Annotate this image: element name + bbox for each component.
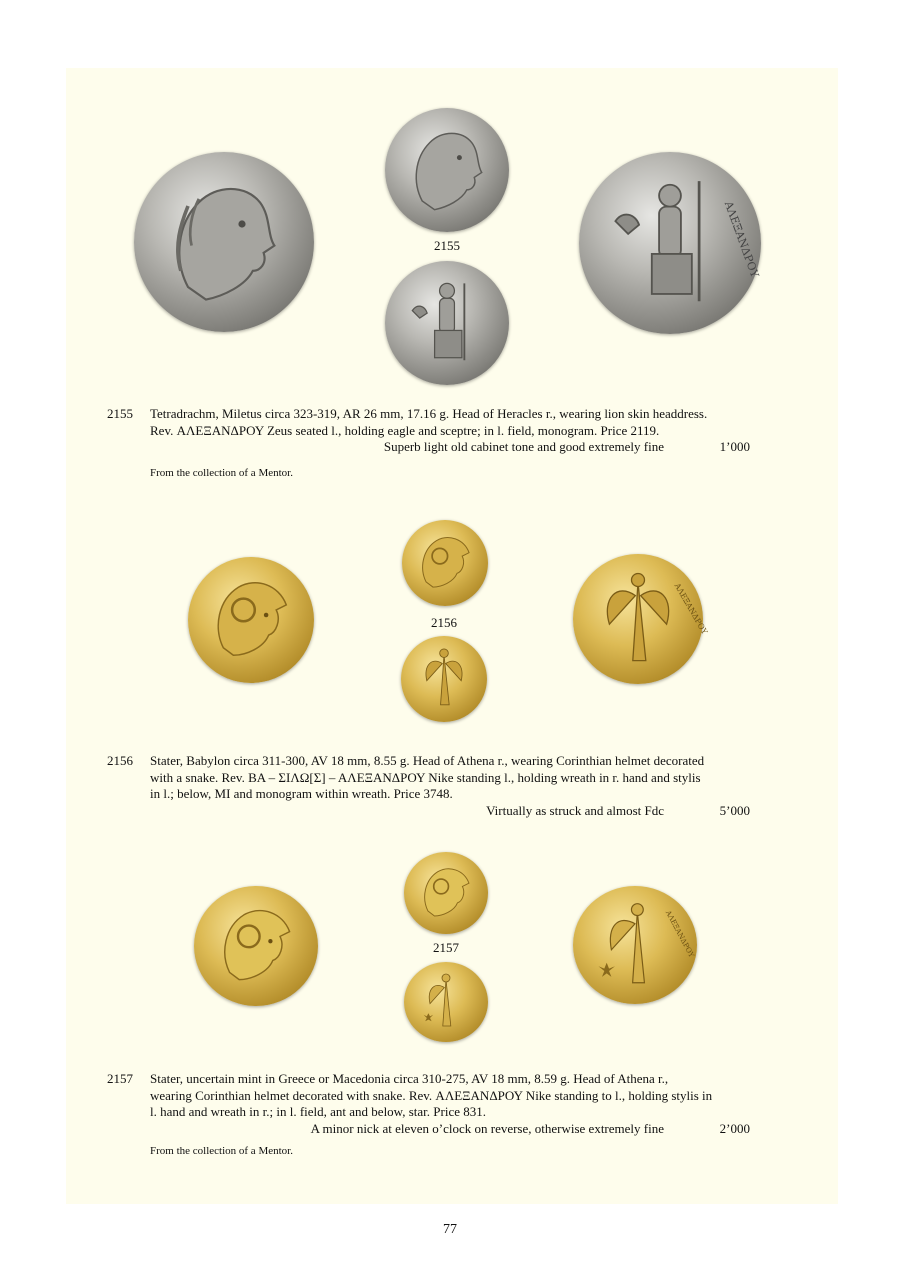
coin-2155-obverse-large	[134, 152, 314, 332]
coin-legend: ΑΛΕΞΑΝΔΡΟΥ	[672, 581, 710, 636]
athena-helmet-icon	[404, 852, 488, 934]
lot-description-line: in l.; below, MI and monogram within wreath. Price 3748.	[150, 786, 453, 801]
lot-number: 2155	[107, 406, 133, 421]
coin-2155-reverse-small	[385, 261, 509, 385]
lot-number: 2156	[107, 753, 133, 768]
athena-helmet-icon	[402, 520, 488, 606]
image-label-2156: 2156	[431, 615, 457, 630]
star-icon	[424, 1013, 434, 1021]
coin-2156-obverse-small	[402, 520, 488, 606]
image-label-2155: 2155	[434, 238, 460, 253]
lot-estimate: 5’000	[719, 802, 750, 818]
lot-provenance: From the collection of a Mentor.	[150, 1145, 293, 1157]
coin-2155-reverse-large	[579, 152, 761, 334]
nike-standing-icon	[401, 636, 487, 722]
athena-helmet-icon	[194, 886, 318, 1006]
nike-standing-icon	[573, 886, 697, 1004]
zeus-seated-icon	[579, 152, 761, 334]
zeus-seated-icon	[385, 261, 509, 385]
star-icon	[598, 963, 615, 977]
lot-description-line: Rev. ΑΛΕΞΑΝΔΡΟΥ Zeus seated l., holding eagle and sceptre; in l. field, monogram. Price 2119.	[150, 422, 660, 438]
lot-description-line: wearing Corinthian helmet decorated with snake. Rev. ΑΛΕΞΑΝΔΡΟΥ Nike standing to l., holding stylis in	[150, 1087, 713, 1103]
coin-2156-reverse-large	[573, 554, 710, 684]
page-number: 77	[443, 1222, 457, 1237]
lot-estimate: 2’000	[719, 1120, 750, 1136]
image-label-2157: 2157	[433, 940, 459, 955]
lot-description-line: Stater, uncertain mint in Greece or Macedonia circa 310-275, AV 18 mm, 8.59 g. Head of Athena r.,	[150, 1071, 669, 1086]
coin-2157-reverse-large	[573, 886, 697, 1004]
lot-description-line: Tetradrachm, Miletus circa 323-319, AR 26 mm, 17.16 g. Head of Heracles r., wearing lion skin headdress.	[150, 406, 708, 421]
athena-helmet-icon	[188, 557, 314, 683]
coin-2155-obverse-small	[385, 108, 509, 232]
coin-2156-reverse-small	[401, 636, 487, 722]
coin-2157-reverse-small	[404, 962, 488, 1042]
heracles-head-icon	[385, 108, 509, 232]
lot-grade: Virtually as struck and almost Fdc	[486, 802, 664, 818]
nike-standing-icon	[573, 554, 710, 684]
heracles-head-icon	[134, 152, 314, 332]
lot-description-line: Stater, Babylon circa 311-300, AV 18 mm, 8.55 g. Head of Athena r., wearing Corinthian helmet decorated	[150, 753, 705, 768]
coin-legend: ΑΛΕΞΑΝΔΡΟΥ	[663, 908, 697, 959]
coin-2156-obverse-large	[188, 557, 314, 683]
lot-number: 2157	[107, 1071, 133, 1086]
lot-entry-2157	[107, 1071, 750, 1137]
lot-provenance: From the collection of a Mentor.	[150, 467, 293, 479]
lot-estimate: 1’000	[719, 439, 750, 454]
lot-description-line: with a snake. Rev. ΒΑ – ΣΙΛΩ[Σ] – ΑΛΕΞΑΝΔΡΟΥ Nike standing l., holding wreath in r. hand and stylis	[150, 769, 701, 785]
lot-grade: Superb light old cabinet tone and good extremely fine	[383, 439, 664, 454]
lot-entry-2156	[107, 753, 750, 819]
coin-2157-obverse-small	[404, 852, 488, 934]
coin-legend: ΑΛΕΞΑΝΔΡΟΥ	[721, 199, 762, 280]
nike-standing-icon	[404, 962, 488, 1042]
coin-2157-obverse-large	[194, 886, 318, 1006]
lot-grade: A minor nick at eleven o’clock on reverse, otherwise extremely fine	[310, 1120, 664, 1136]
lot-description-line: l. hand and wreath in r.; in l. field, ant and below, star. Price 831.	[150, 1104, 486, 1119]
lot-entry-2155	[107, 406, 750, 456]
